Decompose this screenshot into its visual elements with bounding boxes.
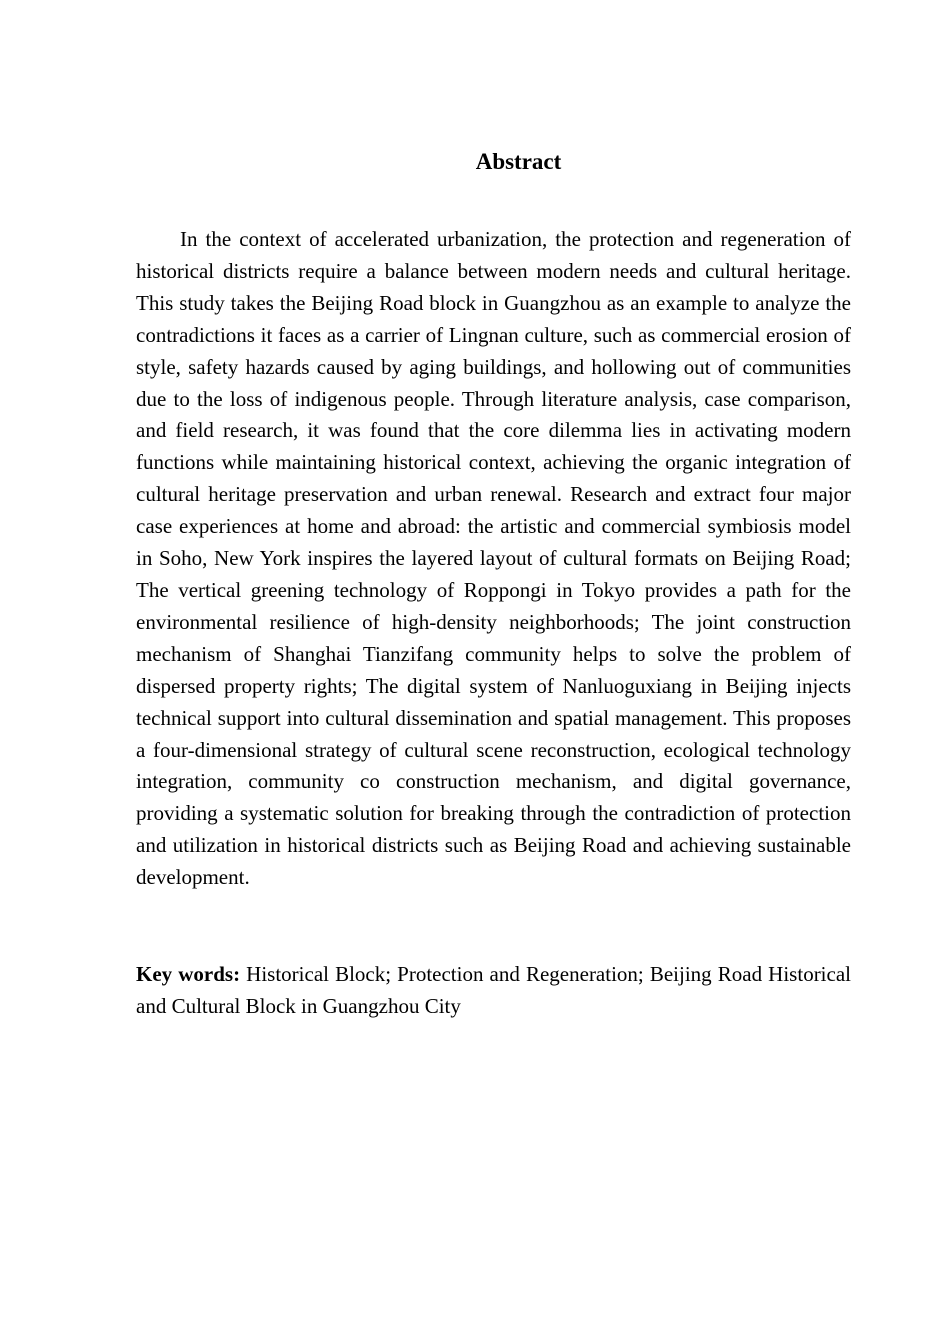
keywords-line bbox=[136, 958, 851, 1022]
keywords-label: Key words: bbox=[136, 962, 241, 986]
abstract-paragraph: In the context of accelerated urbanization, the protection and regeneration of historical districts require a balance between modern needs and cultural heritage. This study takes the Beijing Road block in Guangzhou as an example to analyze the contradictions it faces as a carrier of Lingnan culture, such as commercial erosion of style, safety hazards caused by aging buildings, and hollowing out of communities due to the loss of indigenous people. Through literature analysis, case comparison, and field research, it was found that the core dilemma lies in activating modern functions while maintaining historical context, achieving the organic integration of cultural heritage preservation and urban renewal. Research and extract four major case experiences at home and abroad: the artistic and commercial symbiosis model in Soho, New York inspires the layered layout of cultural formats on Beijing Road; The vertical greening technology of Roppongi in Tokyo provides a path for the environmental resilience of high-density neighborhoods; The joint construction mechanism of Shanghai Tianzifang community helps to solve the problem of dispersed property rights; The digital system of Nanluoguxiang in Beijing injects technical support into cultural dissemination and spatial management. This proposes a four-dimensional strategy of cultural scene reconstruction, ecological technology integration, community co construction mechanism, and digital governance, providing a systematic solution for breaking through the contradiction of protection and utilization in historical districts such as Beijing Road and achieving sustainable development. bbox=[136, 227, 851, 890]
abstract-title: Abstract bbox=[475, 149, 562, 174]
keywords-text: Historical Block; Protection and Regeneration; Beijing Road Historical and Cultural Block in Guangzhou City bbox=[136, 962, 851, 1018]
